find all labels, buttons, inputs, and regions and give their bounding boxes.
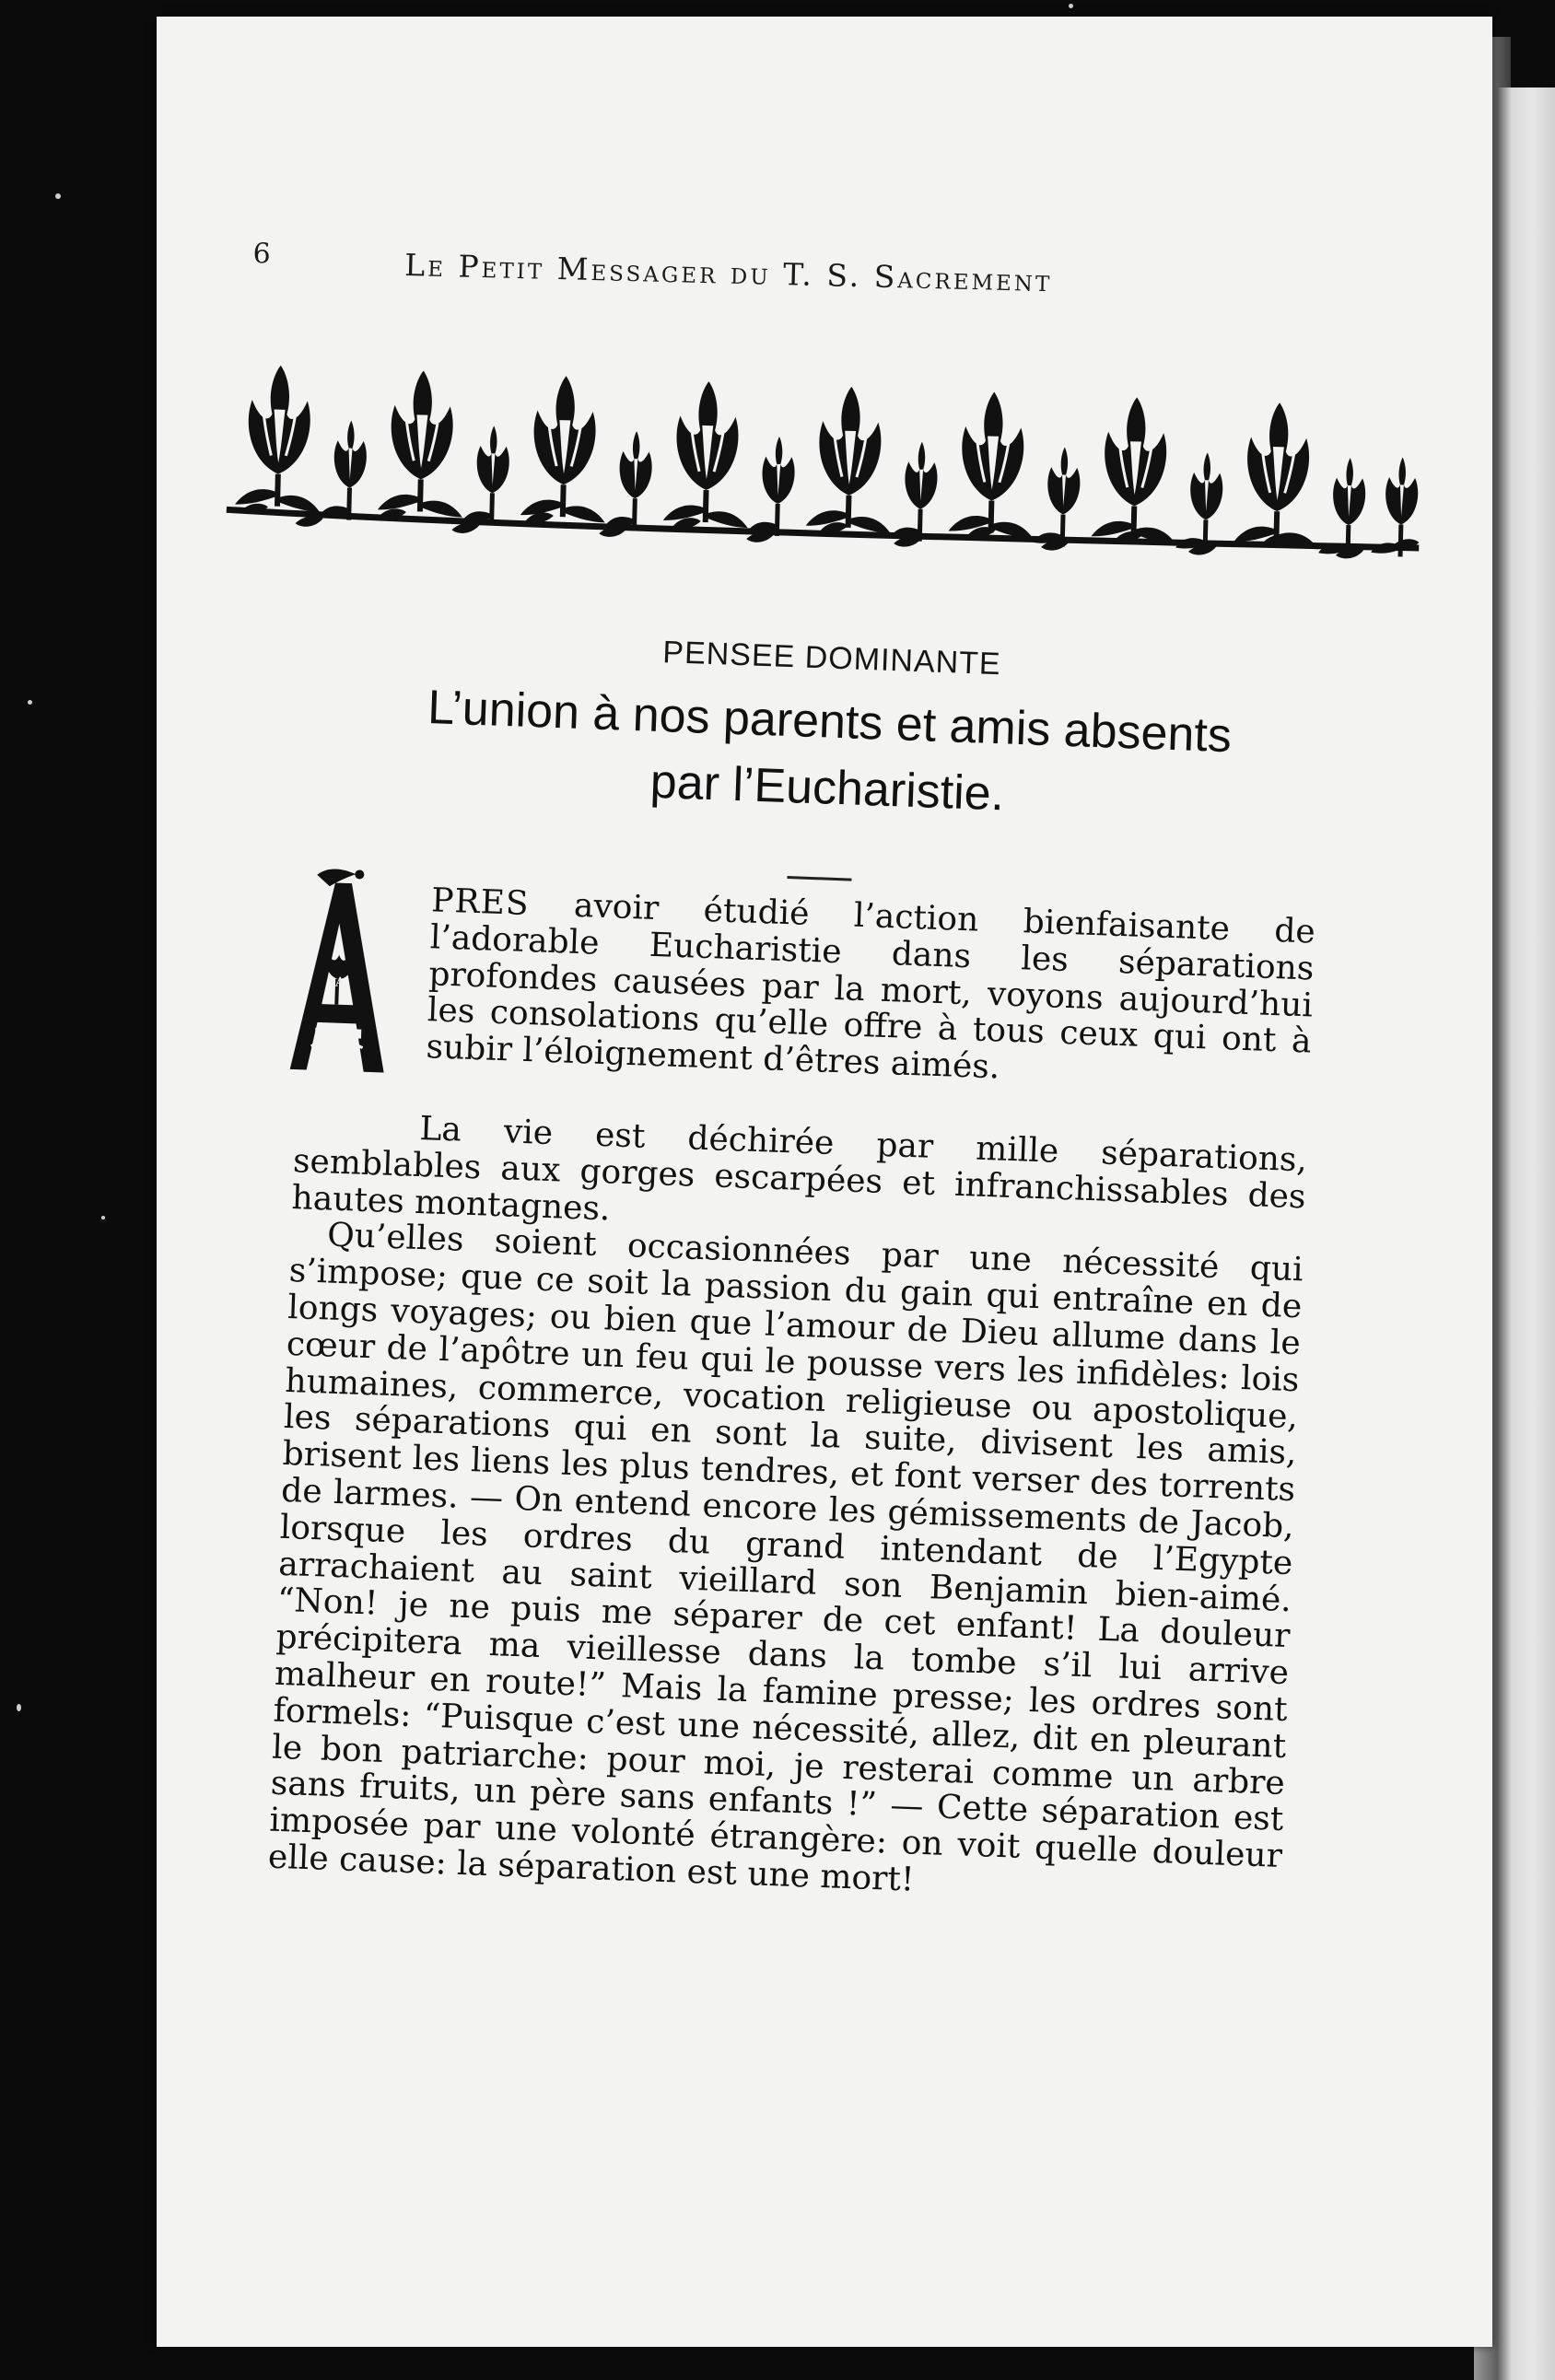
page-number: 6 [252, 238, 272, 271]
paragraph-2: La vie est déchirée par mille séparations, semblables aux gorges escarpées et infranchissables des hautes montagnes. [290, 1109, 1308, 1229]
paragraph-1 [295, 878, 1315, 1142]
film-speck [1069, 4, 1073, 8]
film-speck [55, 193, 61, 199]
paragraph-3: Qu’elles soient occasionnées par une nécessité qui s’impose; que ce soit la passion du gain qui entraîne en de longs voyages; ou bien que l’amour de Dieu allume dans le cœur de l’apôtre un feu qui le pousse vers les infidèles: lois humaines, commerce, vocation religieuse ou apostolique, les séparations qui en sont la suite, divisent les amis, brisent les liens les plus tendres, et font verser des torrents de larmes. — On entend encore les gémissements de Jacob, lorsque les ordres du grand intendant de l’Egypte arrachaient au saint vieillard son Benjamin bien-aimé. “Non! je ne puis me séparer de cet enfant! La douleur précipitera ma vieillesse dans la tombe s’il lui arrive malheur en route!” Mais la famine presse; les ordres sont formels: “Puisque c’est une nécessité, allez, dit en pleurant le bon patriarche: pour moi, je resterai comme un arbre sans fruits, un père sans enfants !” — Cette séparation est imposée par une volonté étrangère: on voit quelle douleur elle cause: la séparation est une mort! [267, 1216, 1304, 1899]
article-title [320, 671, 1337, 839]
film-speck [28, 700, 32, 705]
adjacent-page-edge [1497, 88, 1555, 2380]
main-content [267, 599, 1385, 2201]
running-head: Le Petit Messager du T. S. Sacrement [403, 247, 1053, 299]
floral-band-ornament [211, 355, 1432, 601]
svg-text:A: A [334, 974, 345, 990]
paragraph-1-text: avoir étudié l’action bienfaisante de l’adorable Eucharistie dans les séparations profondes causées par la mort, voyons aujourd’hui les consolations qu’elle offre à tous ceux qui ont à subir l’éloignement d’êtres aimés. [425, 885, 1316, 1087]
title-line-2: par l’Eucharistie. [649, 754, 1006, 822]
title-line-1: L’union à nos parents et amis absents [427, 681, 1233, 764]
title-rule [787, 876, 851, 881]
opening-word: PRES [430, 881, 531, 924]
section-label: PENSEE DOMINANTE [661, 635, 1002, 682]
article-body [267, 878, 1315, 1911]
film-speck [17, 1704, 21, 1711]
film-speck [101, 1216, 105, 1219]
